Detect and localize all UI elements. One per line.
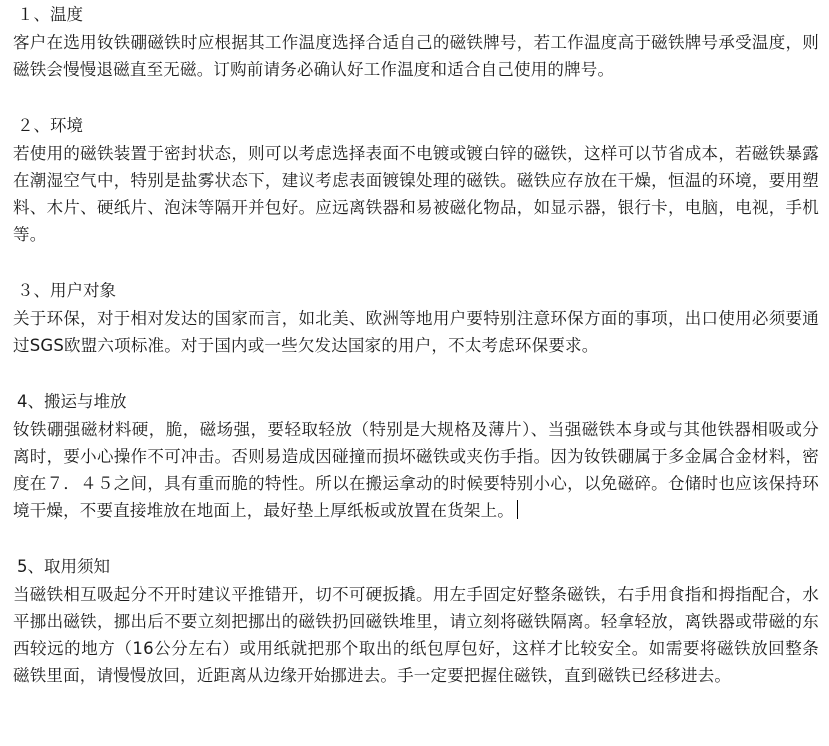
- section-heading: 5、取用须知: [17, 557, 110, 576]
- section-heading: 4、搬运与堆放: [17, 392, 127, 411]
- section-paragraph: 当磁铁相互吸起分不开时建议平推错开，切不可硬扳撬。用左手固定好整条磁铁，右手用食指和拇指配合，水平挪出磁铁，挪出后不要立刻把挪出的磁铁扔回磁铁堆里，请立刻将磁铁隔离。轻拿轻放，离铁器或带磁的东西较远的地方（16公分左右）或用纸就把那个取出的纸包厚包好，这样才比较安全。如需要将磁铁放回整条磁铁里面，请慢慢放回，近距离从边缘开始挪进去。手一定要把握住磁铁，直到磁铁已经移进去。: [13, 585, 819, 685]
- section-handling-storage: [13, 387, 819, 524]
- section-spacer: [13, 524, 819, 552]
- section-heading: １、温度: [17, 5, 83, 24]
- section-paragraph: 关于环保，对于相对发达的国家而言，如北美、欧洲等地用户要特别注意环保方面的事项，出口使用必须要通过SGS欧盟六项标准。对于国内或一些欠发达国家的用户，不太考虑环保要求。: [13, 309, 819, 355]
- section-spacer: [13, 359, 819, 387]
- section-paragraph: 客户在选用钕铁硼磁铁时应根据其工作温度选择合适自己的磁铁牌号，若工作温度高于磁铁牌号承受温度，则磁铁会慢慢退磁直至无磁。订购前请务必确认好工作温度和适合自己使用的牌号。: [13, 33, 819, 79]
- section-paragraph-text: 钕铁硼强磁材料硬，脆，磁场强，要轻取轻放（特别是大规格及薄片）、当强磁铁本身或与其他铁器相吸或分离时，要小心操作不可冲击。否则易造成因碰撞而损坏磁铁或夹伤手指。因为钕铁硼属于多金属合金材料，密度在７．４５之间，具有重而脆的特性。所以在搬运拿动的时候要特别小心，以免磁碎。仓储时也应该保持环境干燥，不要直接堆放在地面上，最好垫上厚纸板或放置在货架上。: [13, 420, 819, 520]
- section-spacer: [13, 248, 819, 276]
- section-temperature: [13, 0, 819, 83]
- section-user-target: [13, 276, 819, 359]
- section-environment: [13, 111, 819, 248]
- section-paragraph: 若使用的磁铁装置于密封状态，则可以考虑选择表面不电镀或镀白锌的磁铁，这样可以节省成本，若磁铁暴露在潮湿空气中，特别是盐雾状态下，建议考虑表面镀镍处理的磁铁。磁铁应存放在干燥，恒温的环境，要用塑料、木片、硬纸片、泡沫等隔开并包好。应远离铁器和易被磁化物品，如显示器，银行卡，电脑，电视，手机等。: [13, 144, 819, 244]
- section-usage-notes: [13, 552, 819, 689]
- section-heading: ３、用户对象: [17, 281, 116, 300]
- section-paragraph-editable[interactable]: [13, 416, 819, 524]
- text-cursor: [517, 500, 518, 519]
- section-spacer: [13, 83, 819, 111]
- section-heading: ２、环境: [17, 116, 83, 135]
